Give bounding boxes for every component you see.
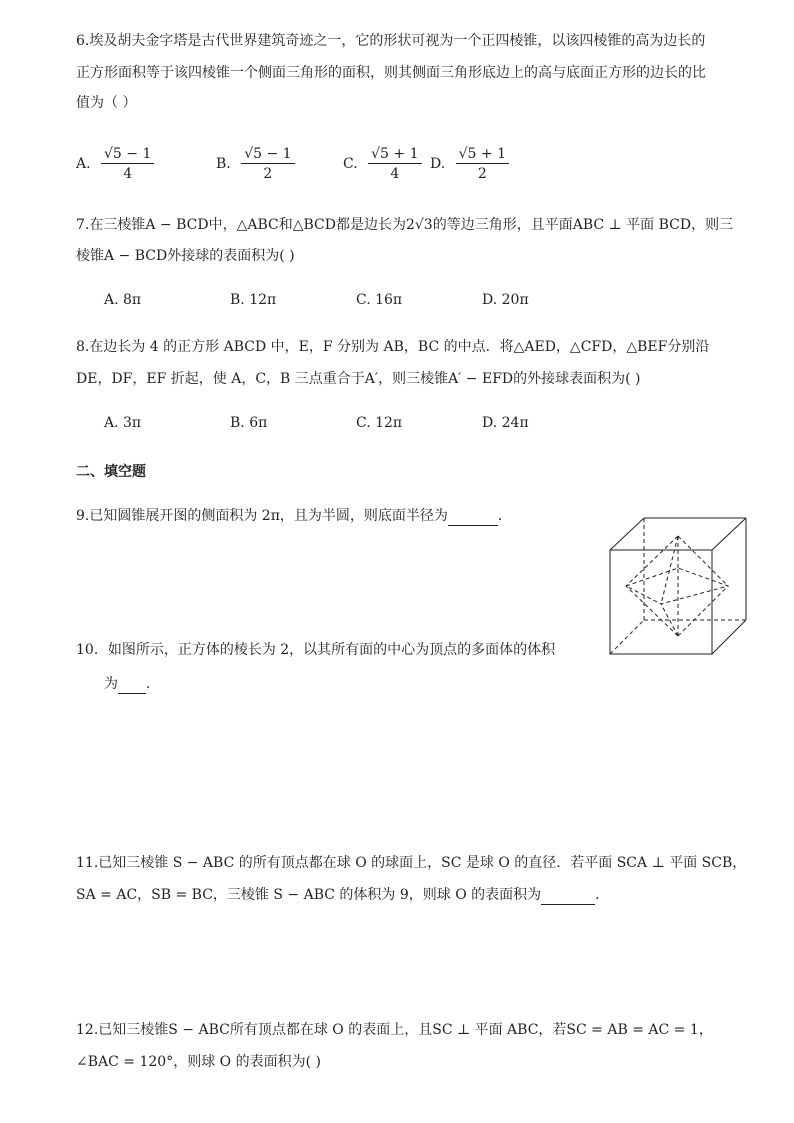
fraction — [241, 146, 294, 182]
section-heading: 二、填空题 — [76, 464, 146, 480]
q8-line-2: DE，DF，EF 折起，使 A，C，B 三点重合于A′，则三棱锥A′ − EFD的外接球表面积为( ) — [76, 371, 641, 387]
q10-end: ． — [146, 676, 160, 692]
numerator: √5 − 1 — [241, 146, 294, 164]
numerator: √5 + 1 — [456, 146, 509, 164]
q10-answer-blank[interactable] — [118, 675, 146, 694]
q7-option-a[interactable]: A. 8π — [104, 292, 142, 308]
denominator: 4 — [123, 166, 133, 182]
q9-text: 9.已知圆锥展开图的侧面积为 2π，且为半圆，则底面半径为 — [76, 508, 448, 524]
q7-option-c[interactable]: C. 16π — [356, 292, 403, 308]
denominator: 2 — [263, 166, 273, 182]
cube-hidden-edge — [610, 620, 644, 654]
cube-octahedron-figure — [606, 514, 752, 664]
denominator: 2 — [477, 166, 487, 182]
q8-option-d[interactable]: D. 24π — [482, 415, 529, 431]
q6-line-1: 6.埃及胡夫金字塔是古代世界建筑奇迹之一，它的形状可视为一个正四棱锥，以该四棱锥的高为边长的 — [76, 33, 706, 49]
q10-line-1: 10．如图所示，正方体的棱长为 2，以其所有面的中心为顶点的多面体的体积 — [76, 642, 556, 658]
q9-answer-blank[interactable] — [448, 507, 498, 526]
q11-line-2 — [76, 886, 609, 905]
q6-line-3: 值为（ ） — [76, 95, 137, 111]
fraction — [456, 146, 509, 182]
q9-line — [76, 507, 512, 526]
q11-answer-blank[interactable] — [541, 886, 595, 905]
octahedron-edge — [626, 586, 678, 636]
q10-line-2 — [104, 675, 160, 694]
q6-option-c[interactable] — [343, 146, 422, 182]
q9-end: ． — [497, 508, 512, 524]
q7-option-b[interactable]: B. 12π — [230, 292, 277, 308]
octahedron-edge — [678, 536, 728, 586]
cube-edge — [712, 620, 746, 654]
option-label: B. — [216, 156, 231, 172]
fraction — [101, 146, 154, 182]
octahedron-edge — [661, 536, 678, 604]
q11-text: SA = AC，SB = BC，三棱锥 S − ABC 的体积为 9，则球 O 的表面积为 — [76, 887, 542, 903]
q7-line-2: 棱锥A − BCD外接球的表面积为( ) — [76, 248, 295, 264]
q12-line-1: 12.已知三棱锥S − ABC所有顶点都在球 O 的表面上，且SC ⊥ 平面 ABC，若SC = AB = AC = 1， — [76, 1022, 713, 1038]
q6-option-b[interactable] — [216, 146, 295, 182]
q6-option-d[interactable] — [430, 146, 509, 182]
option-label: A. — [76, 156, 91, 172]
q6-line-2: 正方形面积等于该四棱锥一个侧面三角形的面积，则其侧面三角形底边上的高与底面正方形的边长的比 — [76, 65, 706, 81]
octahedron-edge — [626, 536, 678, 586]
octahedron-equator — [626, 568, 728, 604]
cube-edge — [610, 518, 644, 550]
q7-line-1: 7.在三棱锥A − BCD中，△ABC和△BCD都是边长为2√3的等边三角形，且平面ABC ⊥ 平面 BCD，则三 — [76, 217, 734, 233]
q12-line-2: ∠BAC = 120°，则球 O 的表面积为( ) — [76, 1054, 321, 1070]
q10-text: 为 — [104, 676, 118, 692]
option-label: C. — [343, 156, 358, 172]
numerator: √5 − 1 — [101, 146, 154, 164]
q8-option-b[interactable]: B. 6π — [230, 415, 268, 431]
cube-edge — [712, 518, 746, 550]
q6-option-a[interactable] — [76, 146, 154, 182]
option-label: D. — [430, 156, 446, 172]
q8-option-c[interactable]: C. 12π — [356, 415, 403, 431]
octahedron-edge — [678, 586, 728, 636]
denominator: 4 — [390, 166, 400, 182]
cube-figure-svg — [606, 514, 752, 660]
q11-line-1: 11.已知三棱锥 S − ABC 的所有顶点都在球 O 的球面上，SC 是球 O 的直径．若平面 SCA ⊥ 平面 SCB， — [76, 855, 747, 871]
numerator: √5 + 1 — [368, 146, 421, 164]
fraction — [368, 146, 421, 182]
q7-option-d[interactable]: D. 20π — [482, 292, 529, 308]
q8-option-a[interactable]: A. 3π — [104, 415, 142, 431]
q8-line-1: 8.在边长为 4 的正方形 ABCD 中，E，F 分别为 AB，BC 的中点．将△AED，△CFD，△BEF分别沿 — [76, 339, 710, 355]
q11-end: ． — [595, 887, 610, 903]
